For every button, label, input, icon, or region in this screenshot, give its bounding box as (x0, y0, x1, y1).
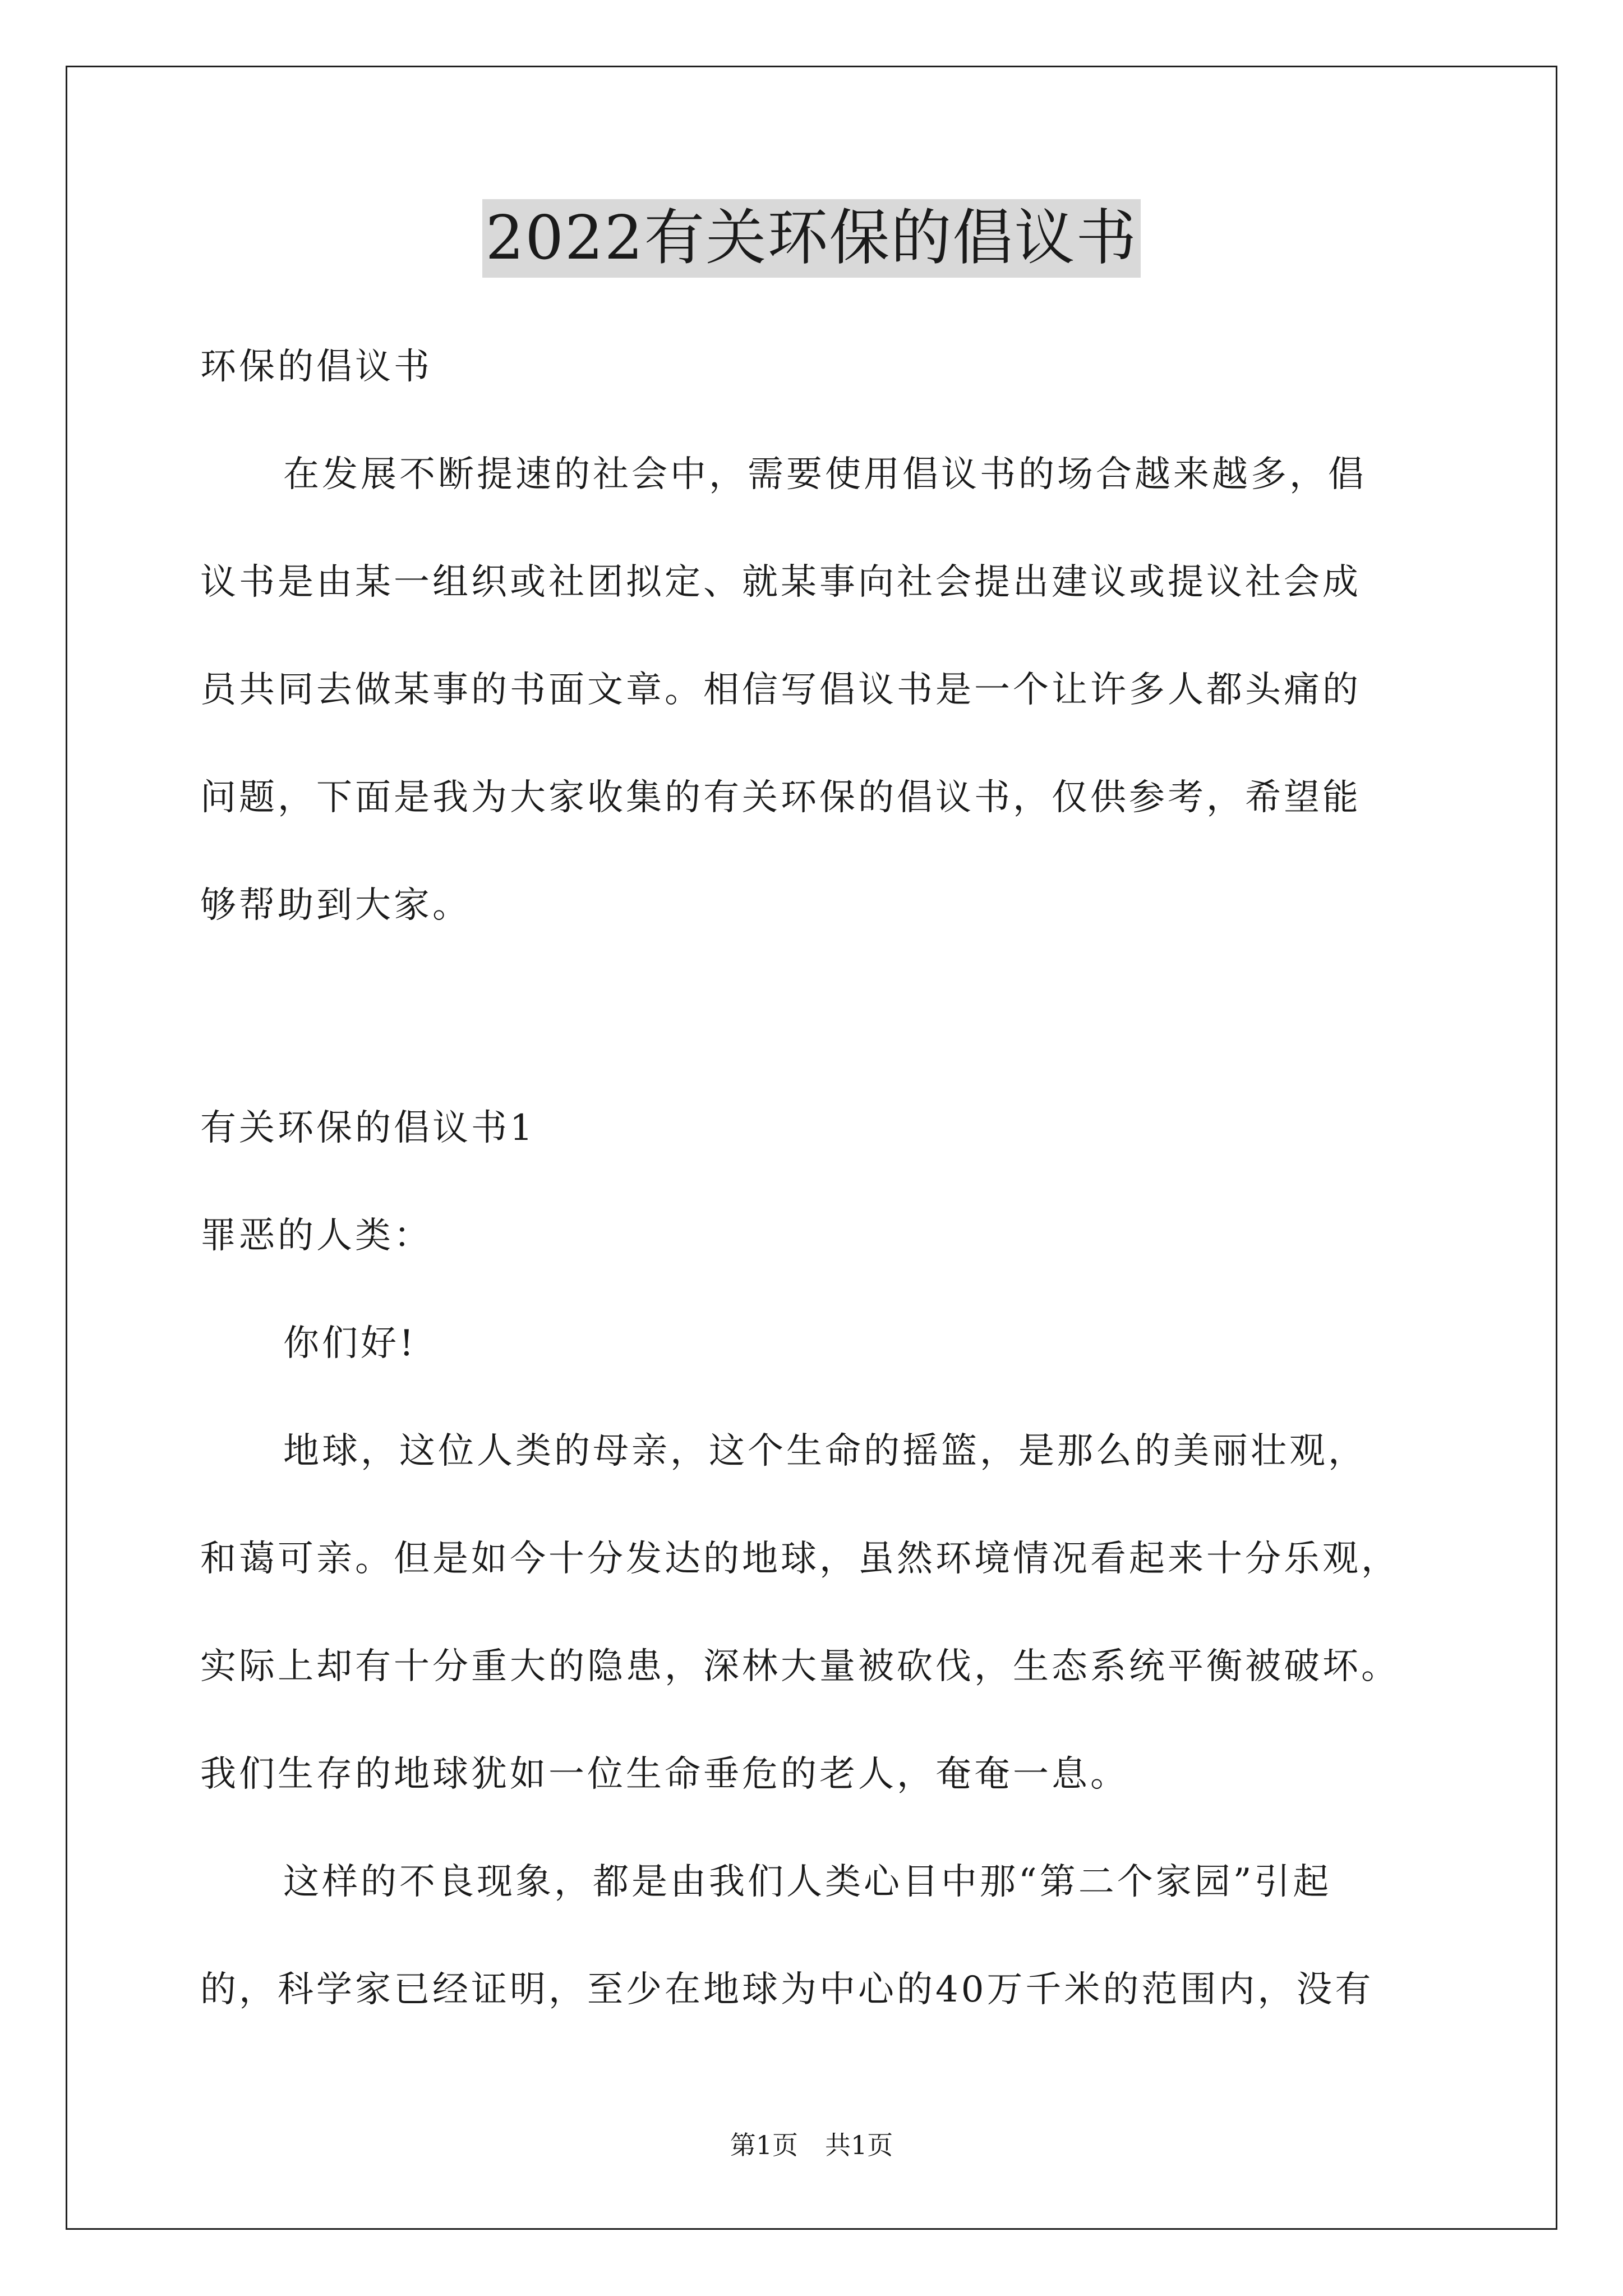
title-container (0, 199, 1623, 278)
greeting: 你们好! (283, 1323, 417, 1364)
section-spacer (200, 959, 1456, 1074)
intro-line: 议书是由某一组织或社团拟定、就某事向社会提出建议或提议社会成 (200, 562, 1361, 603)
paragraph-line: 我们生存的地球犹如一位生命垂危的老人，奄奄一息。 (200, 1754, 1129, 1795)
page-total: 共1页 (825, 2130, 893, 2160)
intro-line: 够帮助到大家。 (200, 885, 471, 926)
intro-line: 在发展不断提速的社会中，需要使用倡议书的场合越来越多，倡 (283, 454, 1367, 495)
page-footer (0, 2128, 1623, 2162)
intro-heading: 环保的倡议书 (200, 346, 432, 388)
page-number: 第1页 (730, 2130, 798, 2160)
document-title: 2022有关环保的倡议书 (482, 199, 1141, 278)
intro-line: 员共同去做某事的书面文章。相信写倡议书是一个让许多人都头痛的 (200, 669, 1361, 711)
salutation: 罪恶的人类： (200, 1215, 432, 1257)
paragraph-line: 和蔼可亲。但是如今十分发达的地球，虽然环境情况看起来十分乐观， (200, 1538, 1400, 1580)
paragraph-line: 地球，这位人类的母亲，这个生命的摇篮，是那么的美丽壮观， (283, 1430, 1367, 1472)
intro-line: 问题，下面是我为大家收集的有关环保的倡议书，仅供参考，希望能 (200, 777, 1361, 818)
document-body (200, 313, 1456, 2044)
paragraph-line: 实际上却有十分重大的隐患，深林大量被砍伐，生态系统平衡被破坏。 (200, 1646, 1400, 1687)
paragraph-line: 的，科学家已经证明，至少在地球为中心的40万千米的范围内，没有 (200, 1969, 1374, 2010)
section-heading: 有关环保的倡议书1 (200, 1107, 536, 1149)
paragraph-line: 这样的不良现象，都是由我们人类心目中那“第二个家园”引起 (283, 1861, 1332, 1903)
